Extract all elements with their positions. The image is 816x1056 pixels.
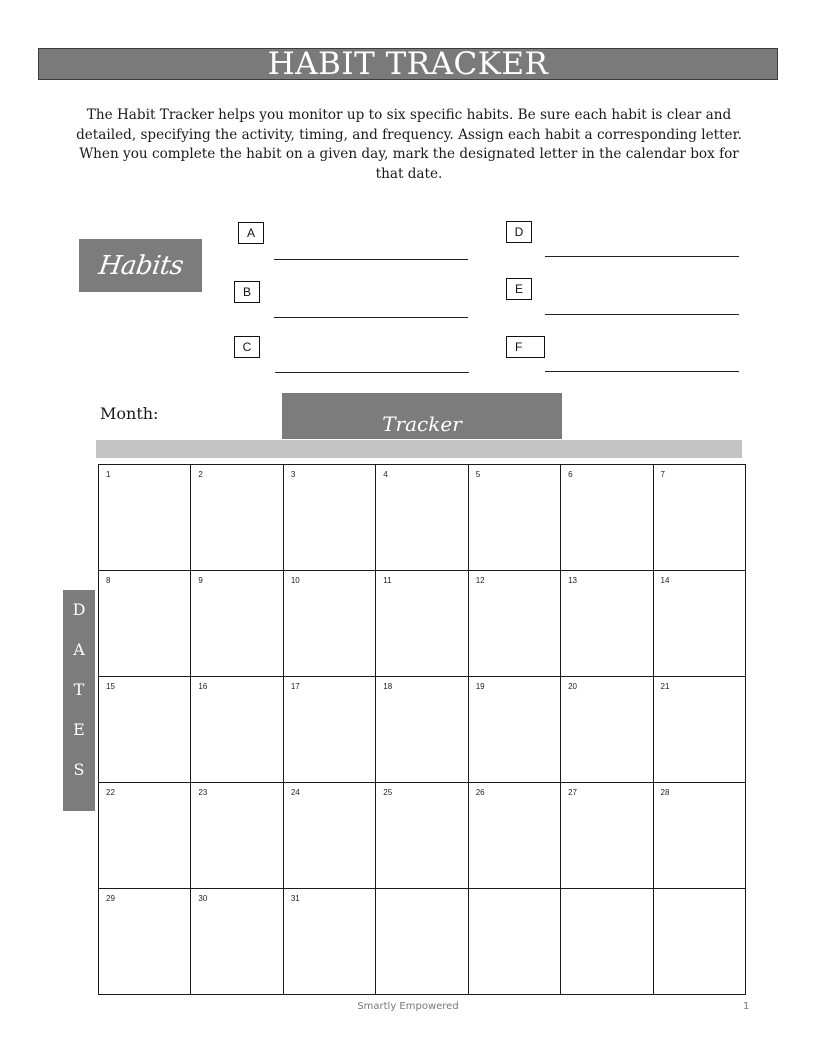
- page-number: 1: [743, 1001, 750, 1012]
- month-label: Month:: [100, 404, 159, 423]
- calendar-day-cell[interactable]: 27: [561, 783, 653, 889]
- calendar-day-cell[interactable]: 11: [376, 571, 468, 677]
- calendar-week-row: [99, 889, 746, 995]
- calendar-day-cell[interactable]: 21: [653, 677, 745, 783]
- calendar-header-band: [96, 440, 742, 458]
- calendar-day-cell[interactable]: 5: [468, 465, 560, 571]
- dates-side-label: [63, 590, 95, 811]
- calendar-day-cell[interactable]: 9: [191, 571, 283, 677]
- dates-letter: A: [73, 640, 85, 659]
- calendar-day-cell[interactable]: 30: [191, 889, 283, 995]
- calendar-day-cell[interactable]: 1: [99, 465, 191, 571]
- calendar-day-cell[interactable]: [468, 889, 560, 995]
- habit-letter-c: C: [234, 336, 260, 358]
- calendar-day-cell[interactable]: 19: [468, 677, 560, 783]
- calendar-day-cell[interactable]: 16: [191, 677, 283, 783]
- calendar-day-cell[interactable]: [653, 889, 745, 995]
- calendar-day-cell[interactable]: 15: [99, 677, 191, 783]
- calendar-week-row: [99, 677, 746, 783]
- calendar-day-cell[interactable]: 12: [468, 571, 560, 677]
- calendar-day-cell[interactable]: 13: [561, 571, 653, 677]
- calendar-day-cell[interactable]: 29: [99, 889, 191, 995]
- calendar-day-cell[interactable]: 10: [283, 571, 375, 677]
- tracker-heading-box: [282, 393, 562, 439]
- habit-letter-a: A: [238, 222, 264, 244]
- habit-e-line[interactable]: [545, 314, 739, 315]
- calendar-day-cell[interactable]: 6: [561, 465, 653, 571]
- calendar-week-row: [99, 783, 746, 889]
- habit-c-line[interactable]: [275, 372, 469, 373]
- habit-b-line[interactable]: [274, 317, 468, 318]
- calendar-day-cell[interactable]: [561, 889, 653, 995]
- calendar-day-cell[interactable]: 3: [283, 465, 375, 571]
- calendar-week-row: [99, 465, 746, 571]
- calendar-grid: [98, 464, 746, 995]
- calendar-day-cell[interactable]: 2: [191, 465, 283, 571]
- dates-letter: T: [73, 680, 85, 699]
- habit-letter-f: F: [506, 336, 545, 358]
- calendar-day-cell[interactable]: 4: [376, 465, 468, 571]
- calendar-day-cell[interactable]: 7: [653, 465, 745, 571]
- calendar-day-cell[interactable]: 26: [468, 783, 560, 889]
- dates-letter: D: [72, 600, 86, 619]
- habit-letter-b: B: [234, 281, 260, 303]
- footer-text: Smartly Empowered: [357, 1001, 459, 1012]
- habit-letter-d: D: [506, 221, 532, 243]
- tracker-heading: Tracker: [382, 412, 462, 436]
- calendar-week-row: [99, 571, 746, 677]
- calendar-day-cell[interactable]: 31: [283, 889, 375, 995]
- calendar-day-cell[interactable]: 18: [376, 677, 468, 783]
- calendar-day-cell[interactable]: 8: [99, 571, 191, 677]
- calendar-day-cell[interactable]: 14: [653, 571, 745, 677]
- calendar-day-cell[interactable]: 25: [376, 783, 468, 889]
- page-title: HABIT TRACKER: [267, 45, 549, 82]
- dates-letter: S: [73, 760, 85, 779]
- habits-heading-box: [79, 239, 202, 292]
- habits-heading: Habits: [96, 250, 185, 281]
- calendar-day-cell[interactable]: 22: [99, 783, 191, 889]
- habit-f-line[interactable]: [545, 371, 739, 372]
- habit-a-line[interactable]: [274, 259, 468, 260]
- calendar-day-cell[interactable]: [376, 889, 468, 995]
- calendar-day-cell[interactable]: 24: [283, 783, 375, 889]
- intro-text: The Habit Tracker helps you monitor up to six specific habits. Be sure each habit is clear and detailed, specifying the activity, timing, and frequency. Assign each habit a corresponding letter. When you complete the habit on a given day, mark the designated letter in the calendar box for that date.: [76, 107, 742, 182]
- calendar-day-cell[interactable]: 20: [561, 677, 653, 783]
- habit-letter-e: E: [506, 278, 532, 300]
- calendar-day-cell[interactable]: 28: [653, 783, 745, 889]
- calendar-day-cell[interactable]: 17: [283, 677, 375, 783]
- dates-letter: E: [73, 720, 85, 739]
- calendar-day-cell[interactable]: 23: [191, 783, 283, 889]
- title-banner: [38, 45, 778, 82]
- habit-d-line[interactable]: [545, 256, 739, 257]
